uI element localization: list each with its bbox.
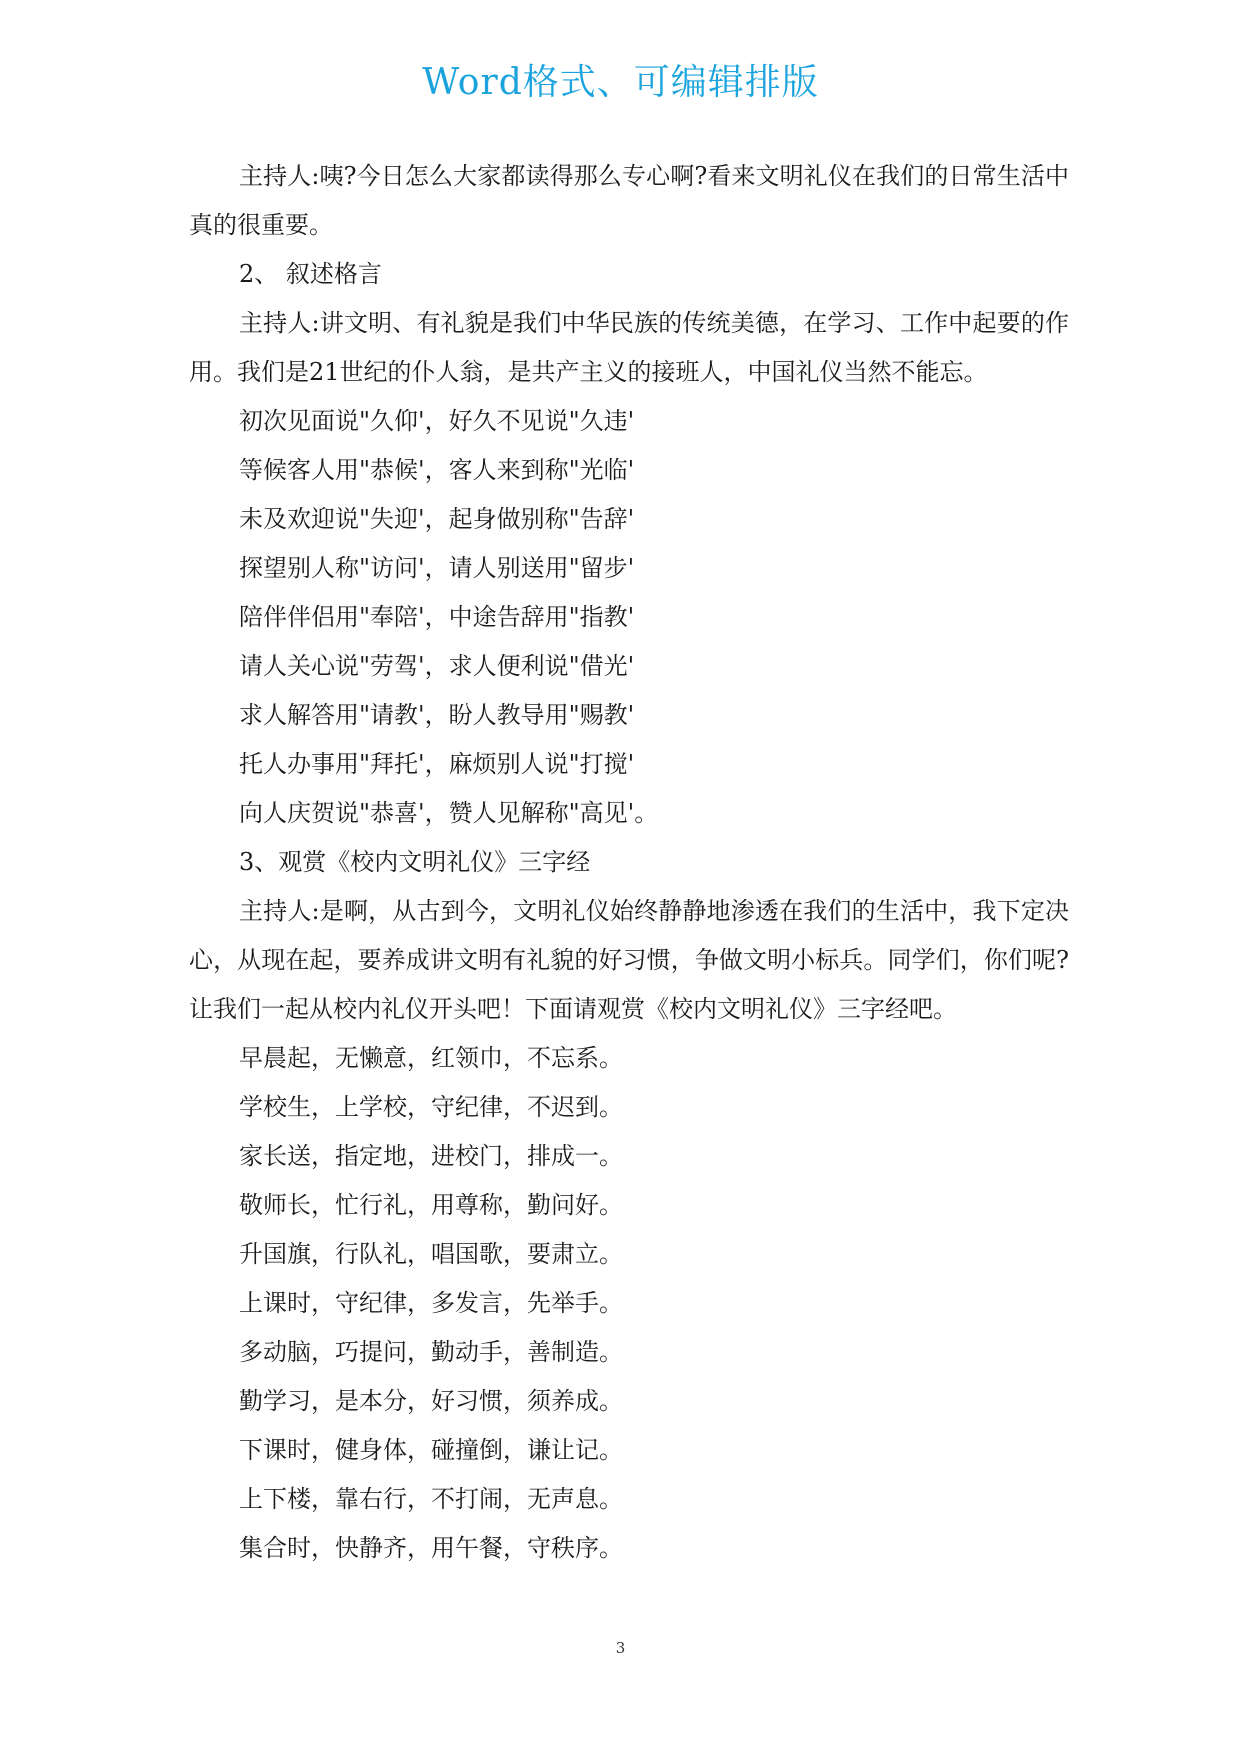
paragraph-host-campus: 主持人:是啊，从古到今，文明礼仪始终静静地渗透在我们的生活中，我下定决心，从现在起，要养成讲文明有礼貌的好习惯，争做文明小标兵。同学们，你们呢?让我们一起从校内礼仪开头吧！下面请观赏《校内文明礼仪》三字经吧。 <box>189 897 1069 1023</box>
document-body <box>189 152 1069 1573</box>
verse-line: 下课时，健身体，碰撞倒，谦让记。 <box>239 1436 623 1464</box>
etiquette-line: 向人庆贺说"恭喜'，赞人见解称"高见'。 <box>239 799 659 827</box>
verse-line: 早晨起，无懒意，红领巾，不忘系。 <box>239 1044 623 1072</box>
verse-line: 多动脑，巧提问，勤动手，善制造。 <box>239 1338 623 1366</box>
verse-line: 勤学习，是本分，好习惯，须养成。 <box>239 1387 623 1415</box>
etiquette-line: 未及欢迎说"失迎'，起身做别称"告辞' <box>239 505 635 533</box>
verse-line: 学校生，上学校，守纪律，不迟到。 <box>239 1093 623 1121</box>
etiquette-line: 托人办事用"拜托'，麻烦别人说"打搅' <box>239 750 635 778</box>
section-heading-2: 2、 叙述格言 <box>239 260 382 288</box>
section-heading-3: 3、观赏《校内文明礼仪》三字经 <box>239 848 591 876</box>
etiquette-line: 初次见面说"久仰'，好久不见说"久违' <box>239 407 635 435</box>
etiquette-line: 请人关心说"劳驾'，求人便利说"借光' <box>239 652 635 680</box>
verse-line: 集合时，快静齐，用午餐，守秩序。 <box>239 1534 623 1562</box>
etiquette-line: 陪伴伴侣用"奉陪'，中途告辞用"指教' <box>239 603 635 631</box>
page-number: 3 <box>615 1639 626 1657</box>
verse-line: 家长送，指定地，进校门，排成一。 <box>239 1142 623 1170</box>
etiquette-line: 求人解答用"请教'，盼人教导用"赐教' <box>239 701 635 729</box>
paragraph-host-civility: 主持人:讲文明、有礼貌是我们中华民族的传统美德，在学习、工作中起要的作用。我们是21世纪的仆人翁，是共产主义的接班人，中国礼仪当然不能忘。 <box>189 309 1069 386</box>
header-title: Word格式、可编辑排版 <box>422 62 819 103</box>
etiquette-line: 等候客人用"恭候'，客人来到称"光临' <box>239 456 635 484</box>
page-header <box>0 58 1241 108</box>
verse-line: 上课时，守纪律，多发言，先举手。 <box>239 1289 623 1317</box>
paragraph-host-intro: 主持人:咦?今日怎么大家都读得那么专心啊?看来文明礼仪在我们的日常生活中真的很重要。 <box>189 162 1069 239</box>
verse-line: 上下楼，靠右行，不打闹，无声息。 <box>239 1485 623 1513</box>
verse-line: 升国旗，行队礼，唱国歌，要肃立。 <box>239 1240 623 1268</box>
verse-line: 敬师长，忙行礼，用尊称，勤问好。 <box>239 1191 623 1219</box>
etiquette-line: 探望别人称"访问'，请人别送用"留步' <box>239 554 635 582</box>
